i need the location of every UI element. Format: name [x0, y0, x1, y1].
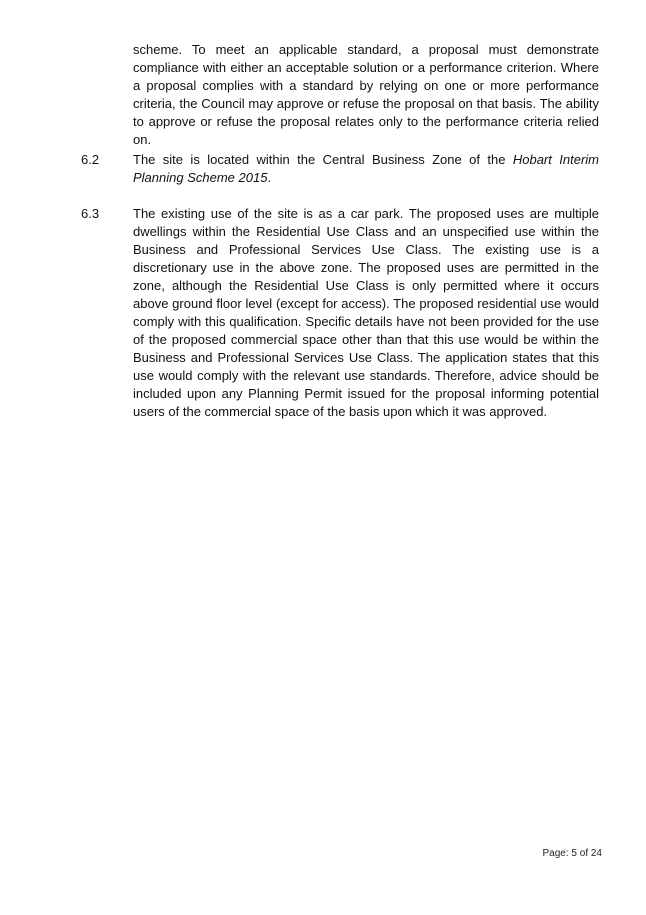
paragraph-6-2-end: .: [267, 170, 272, 185]
section-number-6-2: 6.2: [81, 152, 100, 167]
paragraph-6-3: The existing use of the site is as a car park. The proposed uses are multiple dwellings within the Residential Use Class and an unspecified use within the Business and Professional Services Use Class. The existing use is a discretionary use in the above zone. The proposed uses are permitted in the zone, although the Residential Use Class is only permitted where it occurs above ground floor level (except for access). The proposed residential use would comply with this qualification. Specific details have not been provided for the use of the proposed commercial space other than that this use would be within the Business and Professional Services Use Class. The application states that this use would comply with the relevant use standards. Therefore, advice should be included upon any Planning Permit issued for the proposal informing potential users of the commercial space of the basis upon which it was approved.: [133, 206, 599, 419]
section-number-6-3: 6.3: [81, 206, 100, 221]
paragraph-6-2-text: The site is located within the Central Business Zone of the: [133, 152, 513, 167]
paragraph-6-2: [133, 151, 599, 187]
paragraph-continuation: scheme. To meet an applicable standard, a proposal must demonstrate compliance with either an acceptable solution or a performance criterion. Where a proposal complies with a standard by relying on one or more performance criteria, the Council may approve or refuse the proposal on that basis. The ability to approve or refuse the proposal relates only to the performance criteria relied on.: [133, 42, 599, 147]
scheme-title-italic: Hobart Interim Planning Scheme 2015: [133, 152, 599, 185]
page-number-footer: Page: 5 of 24: [542, 848, 602, 859]
